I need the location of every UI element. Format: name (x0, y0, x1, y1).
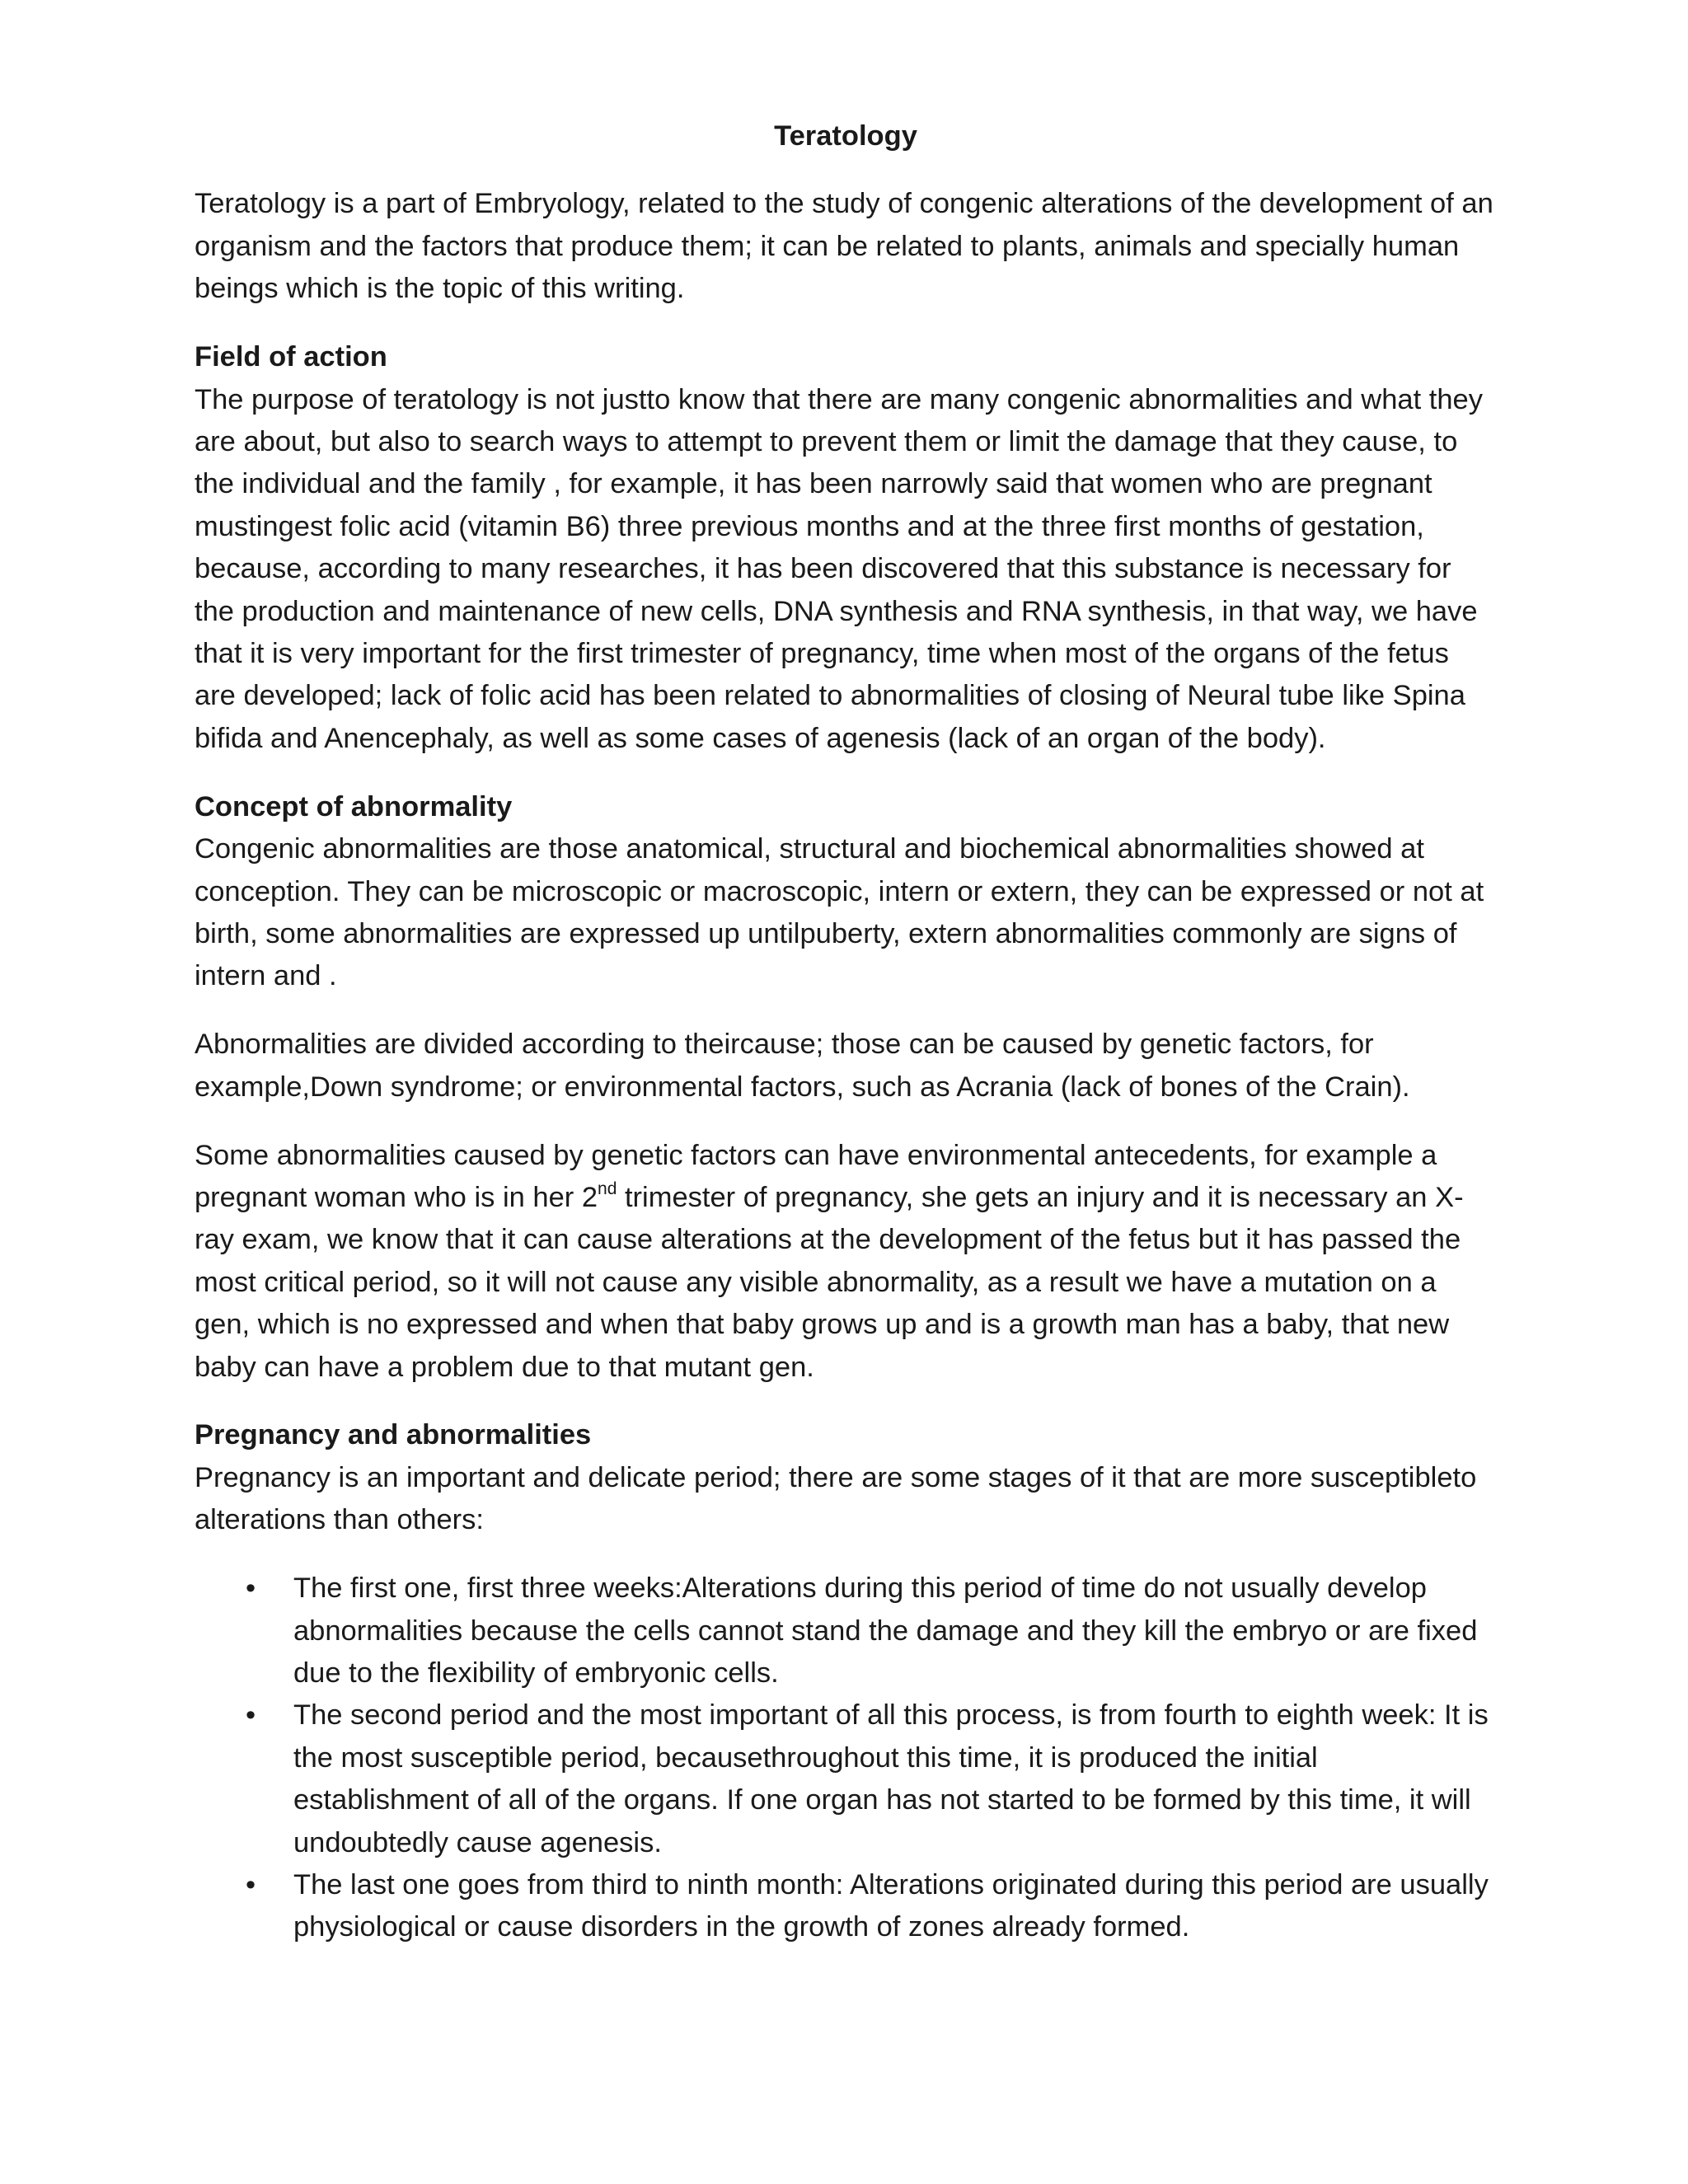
list-item-text: The last one goes from third to ninth month: Alterations originated during this period are usually physiological or cause disorders in the growth of zones already formed. (293, 1869, 1489, 1943)
concept-paragraph-2: Abnormalities are divided according to theircause; those can be caused by genetic factors, for example,Down syndrome; or environmental factors, such as Acrania (lack of bones of the Crain). (195, 1029, 1410, 1103)
concept-paragraph-3 (195, 1135, 1497, 1389)
pregnancy-stages-list (195, 1568, 1497, 1949)
field-of-action-body: The purpose of teratology is not justto know that there are many congenic abnormalities and what they are about, but also to search ways to attempt to prevent them or limit the damage that they cause, to the individual and the family , for example, it has been narrowly said that women who are pregnant mustingest folic acid (vitamin B6) three previous months and at the three first months of gestation, because, according to many researches, it has been discovered that this substance is necessary for the production and maintenance of new cells, DNA synthesis and RNA synthesis, in that way, we have that it is very important for the first trimester of pregnancy, time when most of the organs of the fetus are developed; lack of folic acid has been related to abnormalities of closing of Neural tube like Spina bifida and Anencephaly, as well as some cases of agenesis (lack of an organ of the body). (195, 383, 1483, 754)
pregnancy-body: Pregnancy is an important and delicate period; there are some stages of it that are more susceptibleto alterations than others: (195, 1461, 1477, 1536)
bullet-icon: • (246, 1699, 256, 1732)
section-concept-of-abnormality (195, 786, 1497, 998)
concept-body: Congenic abnormalities are those anatomical, structural and biochemical abnormalities showed at conception. They can be microscopic or macroscopic, intern or extern, they can be expressed or not at birth, some abnormalities are expressed up untilpuberty, extern abnormalities commonly are signs of intern and . (195, 833, 1484, 992)
list-item (195, 1694, 1497, 1864)
document-title: Teratology (774, 120, 917, 152)
section-heading-concept: Concept of abnormality (195, 790, 513, 823)
section-field-of-action (195, 336, 1497, 760)
list-item (195, 1864, 1497, 1949)
list-item-text: The first one, first three weeks:Alterations during this period of time do not usually develop abnormalities because the cells cannot stand the damage and they kill the embryo or are fixed due to the flexibility of embryonic cells. (293, 1572, 1478, 1689)
list-item-text: The second period and the most important of all this process, is from fourth to eighth week: It is the most susceptible period, becausethroughout this time, it is produced the initial establishment of all of the organs. If one organ has not started to be formed by this time, it will undoubtedly cause agenesis. (293, 1699, 1489, 1858)
document-page (195, 115, 1497, 1949)
concept-paragraph-3-text-a: Some abnormalities caused by genetic factors can have environmental antecedents, for example a pregnant woman who is in her 2 (195, 1139, 1437, 1213)
bullet-icon: • (246, 1572, 256, 1605)
bullet-icon: • (246, 1869, 256, 1901)
section-heading-pregnancy: Pregnancy and abnormalities (195, 1419, 592, 1451)
intro-paragraph: Teratology is a part of Embryology, related to the study of congenic alterations of the development of an organism and the factors that produce them; it can be related to plants, animals and specially human beings which is the topic of this writing. (195, 188, 1493, 305)
section-pregnancy (195, 1414, 1497, 1541)
list-item (195, 1568, 1497, 1694)
section-heading-field-of-action: Field of action (195, 341, 387, 373)
concept-paragraph-3-text-b: trimester of pregnancy, she gets an injury and it is necessary an X-ray exam, we know that it can cause alterations at the development of the fetus but it has passed the most critical period, so it will not cause any visible abnormality, as a result we have a mutation on a gen, which is no expressed and when that baby grows up and is a growth man has a baby, that new baby can have a problem due to that mutant gen. (195, 1181, 1464, 1383)
ordinal-superscript: nd (598, 1179, 617, 1198)
